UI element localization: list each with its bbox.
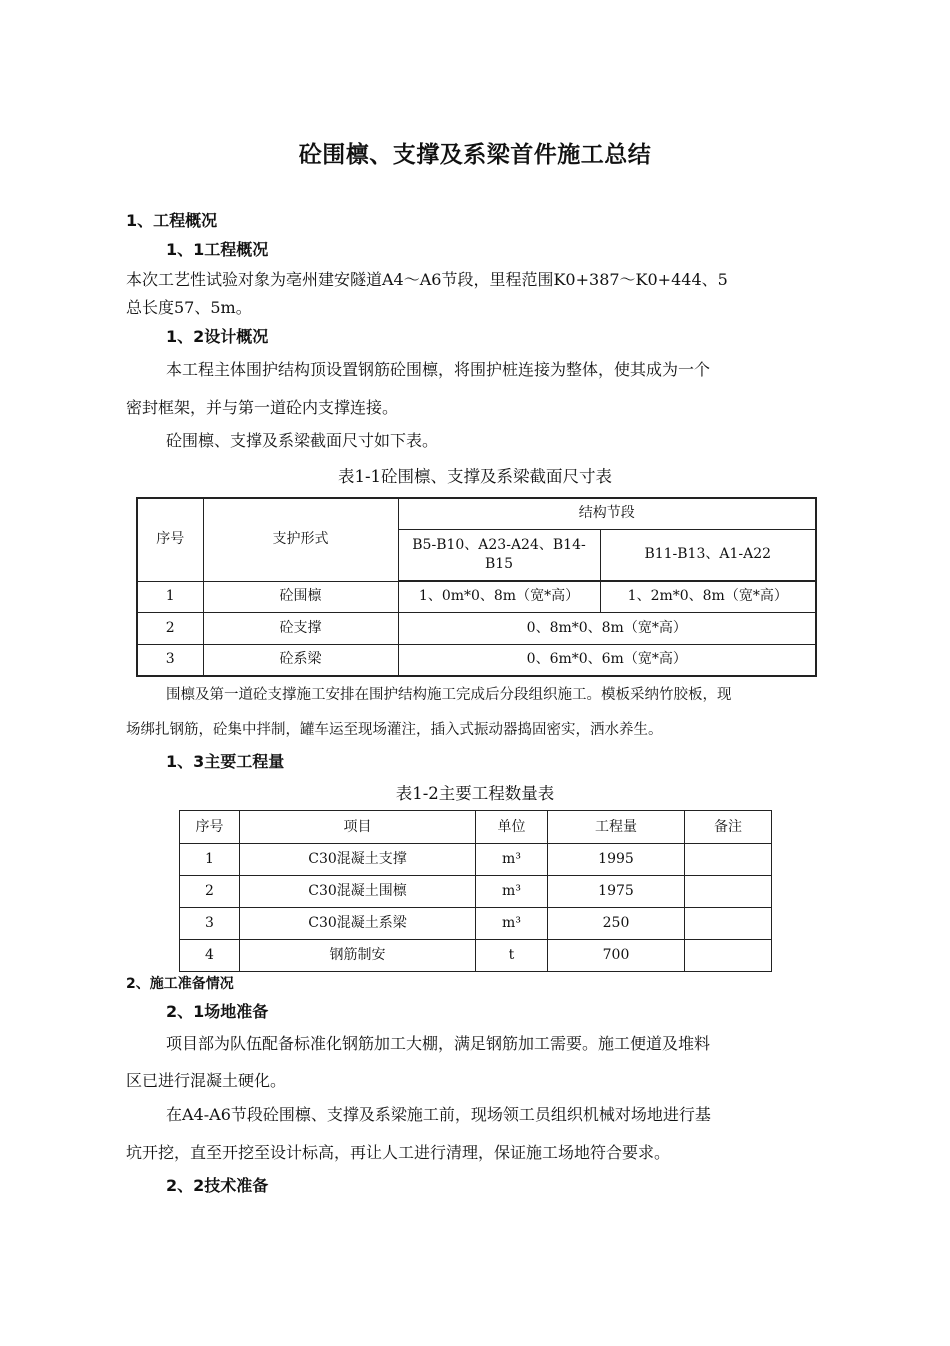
section-2-2-heading: 2、2技术准备 (166, 1176, 269, 1195)
table-1-2-caption: 表1-2主要工程数量表 (395, 784, 555, 803)
table-header-cell: 项目 (240, 811, 476, 844)
table-cell: 1、2m*0、8m（宽*高） (600, 581, 816, 612)
table-cell: 砼围檩 (203, 581, 398, 612)
table-row (137, 581, 816, 612)
section-1-3-heading: 1、3主要工程量 (166, 752, 285, 771)
table-cell: m³ (476, 876, 548, 908)
table-header-row (180, 811, 772, 844)
table-cell: m³ (476, 908, 548, 940)
section-1-2-para1-line1: 本工程主体围护结构顶设置钢筋砼围檩，将围护桩连接为整体，使其成为一个 (166, 360, 711, 379)
section-dimensions-table (136, 497, 817, 677)
table-cell: 250 (548, 908, 685, 940)
table-row (180, 908, 772, 940)
table-1-1-caption: 表1-1砼围檩、支撑及系梁截面尺寸表 (337, 467, 613, 486)
section-1-1-text-line2: 总长度57、5m。 (126, 298, 252, 317)
table-cell: 3 (137, 644, 203, 676)
construction-note-line2: 场绑扎钢筋，砼集中拌制，罐车运至现场灌注，插入式振动器捣固密实，洒水养生。 (126, 722, 663, 738)
table-cell: 2 (137, 612, 203, 644)
table-cell: 3 (180, 908, 240, 940)
section-1-2-heading: 1、2设计概况 (166, 327, 269, 346)
table-cell: t (476, 940, 548, 972)
table-cell: 4 (180, 940, 240, 972)
construction-note-line1: 围檩及第一道砼支撑施工安排在围护结构施工完成后分段组织施工。模板采纳竹胶板，现 (166, 687, 732, 703)
page-title: 砼围檩、支撑及系梁首件施工总结 (298, 142, 652, 168)
table-cell: 1 (137, 581, 203, 612)
table-cell: 2 (180, 876, 240, 908)
table-header-cell: 备注 (685, 811, 772, 844)
table-header-cell: 支护形式 (203, 498, 398, 581)
table-cell: 砼系梁 (203, 644, 398, 676)
section-1-2-para1-line2: 密封框架，并与第一道砼内支撑连接。 (126, 398, 399, 417)
section-1-heading: 1、工程概况 (126, 211, 218, 230)
table-header-cell: 序号 (137, 498, 203, 581)
section-2-1-para1-line2: 区已进行混凝土硬化。 (126, 1071, 287, 1090)
section-2-1-heading: 2、1场地准备 (166, 1002, 269, 1021)
section-1-1-text-line1: 本次工艺性试验对象为亳州建安隧道A4～A6节段，里程范围K0+387～K0+444、5 (126, 270, 728, 289)
table-cell (685, 844, 772, 876)
table-cell: 砼支撑 (203, 612, 398, 644)
section-2-heading: 2、施工准备情况 (126, 976, 234, 992)
table-cell: m³ (476, 844, 548, 876)
table-header-cell: B5-B10、A23-A24、B14-B15 (398, 529, 600, 581)
table-cell: 1、0m*0、8m（宽*高） (398, 581, 600, 612)
table-cell: 0、6m*0、6m（宽*高） (398, 644, 816, 676)
table-cell: C30混凝土围檩 (240, 876, 476, 908)
table-cell: C30混凝土系梁 (240, 908, 476, 940)
table-cell: 700 (548, 940, 685, 972)
table-cell: 钢筋制安 (240, 940, 476, 972)
table-cell (685, 876, 772, 908)
table-cell: 1995 (548, 844, 685, 876)
table-cell: C30混凝土支撑 (240, 844, 476, 876)
table-cell: 1 (180, 844, 240, 876)
table-row (180, 876, 772, 908)
table-cell (685, 908, 772, 940)
section-1-1-heading: 1、1工程概况 (166, 240, 269, 259)
table-header-cell: 单位 (476, 811, 548, 844)
table-header-cell: B11-B13、A1-A22 (600, 529, 816, 581)
table-row (180, 844, 772, 876)
table-row (180, 940, 772, 972)
table-header-cell: 序号 (180, 811, 240, 844)
section-2-1-para2-line2: 坑开挖，直至开挖至设计标高，再让人工进行清理，保证施工场地符合要求。 (126, 1143, 671, 1162)
table-header-cell: 工程量 (548, 811, 685, 844)
table-header-cell: 结构节段 (398, 498, 816, 529)
section-2-1-para2-line1: 在A4-A6节段砼围檩、支撑及系梁施工前，现场领工员组织机械对场地进行基 (166, 1105, 711, 1124)
quantities-table (179, 810, 772, 972)
section-1-2-para2: 砼围檩、支撑及系梁截面尺寸如下表。 (166, 431, 439, 450)
table-cell (685, 940, 772, 972)
section-2-1-para1-line1: 项目部为队伍配备标准化钢筋加工大棚，满足钢筋加工需要。施工便道及堆料 (166, 1034, 711, 1053)
table-row (137, 612, 816, 644)
table-cell: 0、8m*0、8m（宽*高） (398, 612, 816, 644)
table-row (137, 644, 816, 676)
table-cell: 1975 (548, 876, 685, 908)
